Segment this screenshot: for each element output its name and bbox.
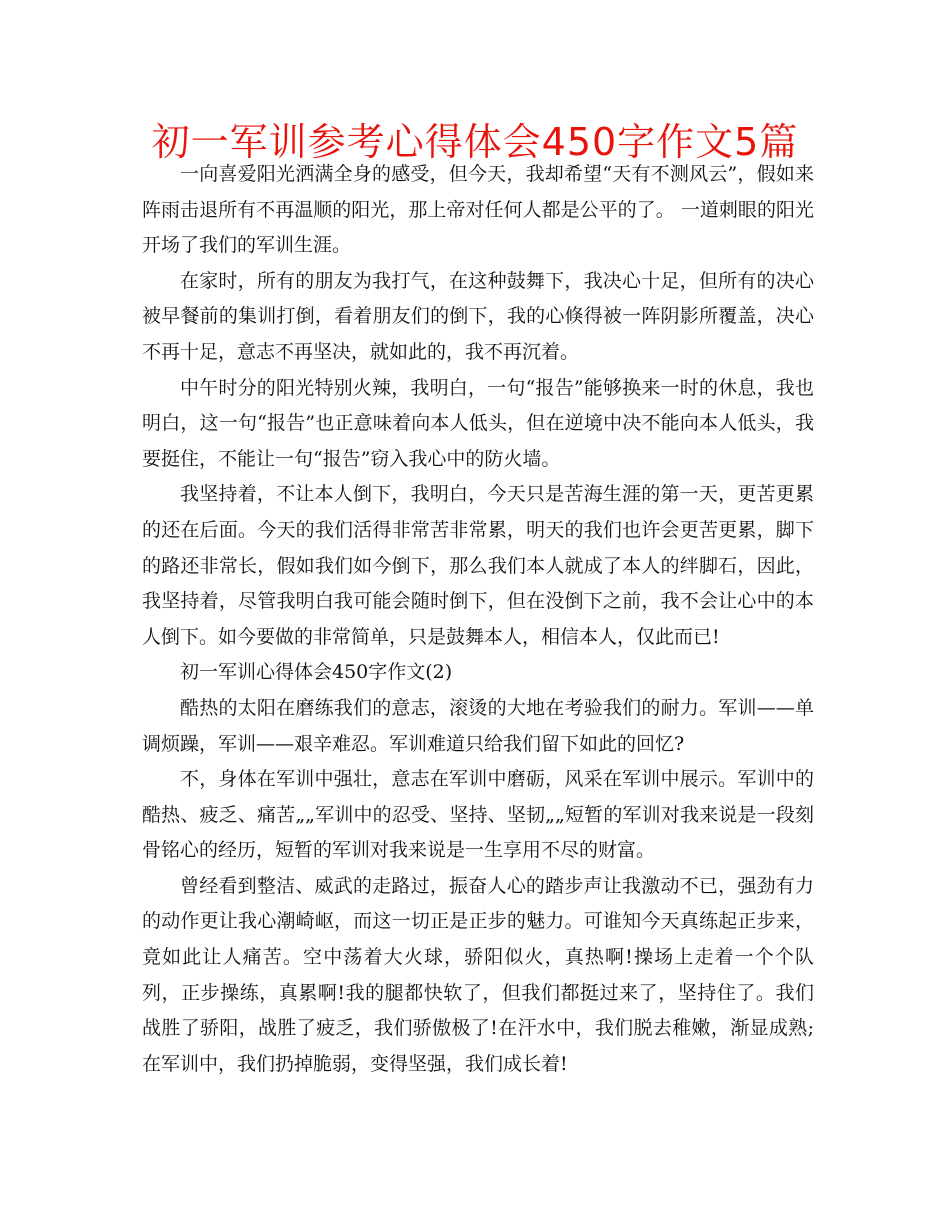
document-body [142, 157, 814, 1082]
paragraph: 我坚持着，不让本人倒下，我明白，今天只是苦海生涯的第一天，更苦更累的还在后面。今天的我们活得非常苦非常累，明天的我们也许会更苦更累，脚下的路还非常长，假如我们如今倒下，那么我们本人就成了本人的绊脚石，因此，我坚持着，尽管我明白我可能会随时倒下，但在没倒下之前，我不会让心中的本人倒下。如今要做的非常简单，只是鼓舞本人，相信本人，仅此而已! [142, 483, 814, 648]
paragraph: 一向喜爱阳光洒满全身的感受，但今天，我却希望“天有不测风云”，假如来阵雨击退所有不再温顺的阳光，那上帝对任何人都是公平的了。 一道刺眼的阳光开场了我们的军训生涯。 [142, 163, 814, 257]
document-title: 初一军训参考心得体会450字作文5篇 [151, 120, 799, 164]
paragraph: 酷热的太阳在磨练我们的意志，滚烫的大地在考验我们的耐力。军训——单调烦躁，军训——艰辛难忍。军训难道只给我们留下如此的回忆? [142, 696, 814, 755]
paragraph: 中午时分的阳光特别火辣，我明白，一句“报告”能够换来一时的休息，我也明白，这一句“报告”也正意味着向本人低头，但在逆境中决不能向本人低头，我要挺住，不能让一句“报告”窃入我心中的防火墙。 [142, 376, 814, 470]
section-heading: 初一军训心得体会450字作文(2) [180, 661, 453, 684]
paragraph: 在家时，所有的朋友为我打气，在这种鼓舞下，我决心十足，但所有的决心被早餐前的集训打倒，看着朋友们的倒下，我的心倏得被一阵阴影所覆盖，决心不再十足，意志不再坚决，就如此的，我不再沉着。 [142, 269, 814, 363]
paragraph: 不，身体在军训中强壮，意志在军训中磨砺，风采在军训中展示。军训中的酷热、疲乏、痛苦„„军训中的忍受、坚持、坚韧„„短暂的军训对我来说是一段刻骨铭心的经历，短暂的军训对我来说是一生享用不尽的财富。 [142, 768, 814, 862]
paragraph: 曾经看到整洁、威武的走路过，振奋人心的踏步声让我激动不已，强劲有力的动作更让我心潮崎岖，而这一切正是正步的魅力。可谁知今天真练起正步来，竟如此让人痛苦。空中荡着大火球，骄阳似火，真热啊!操场上走着一个个队列，正步操练，真累啊!我的腿都快软了，但我们都挺过来了，坚持住了。我们战胜了骄阳，战胜了疲乏，我们骄傲极了!在汗水中，我们脱去稚嫩，渐显成熟;在军训中，我们扔掉脆弱，变得坚强，我们成长着! [142, 874, 814, 1075]
